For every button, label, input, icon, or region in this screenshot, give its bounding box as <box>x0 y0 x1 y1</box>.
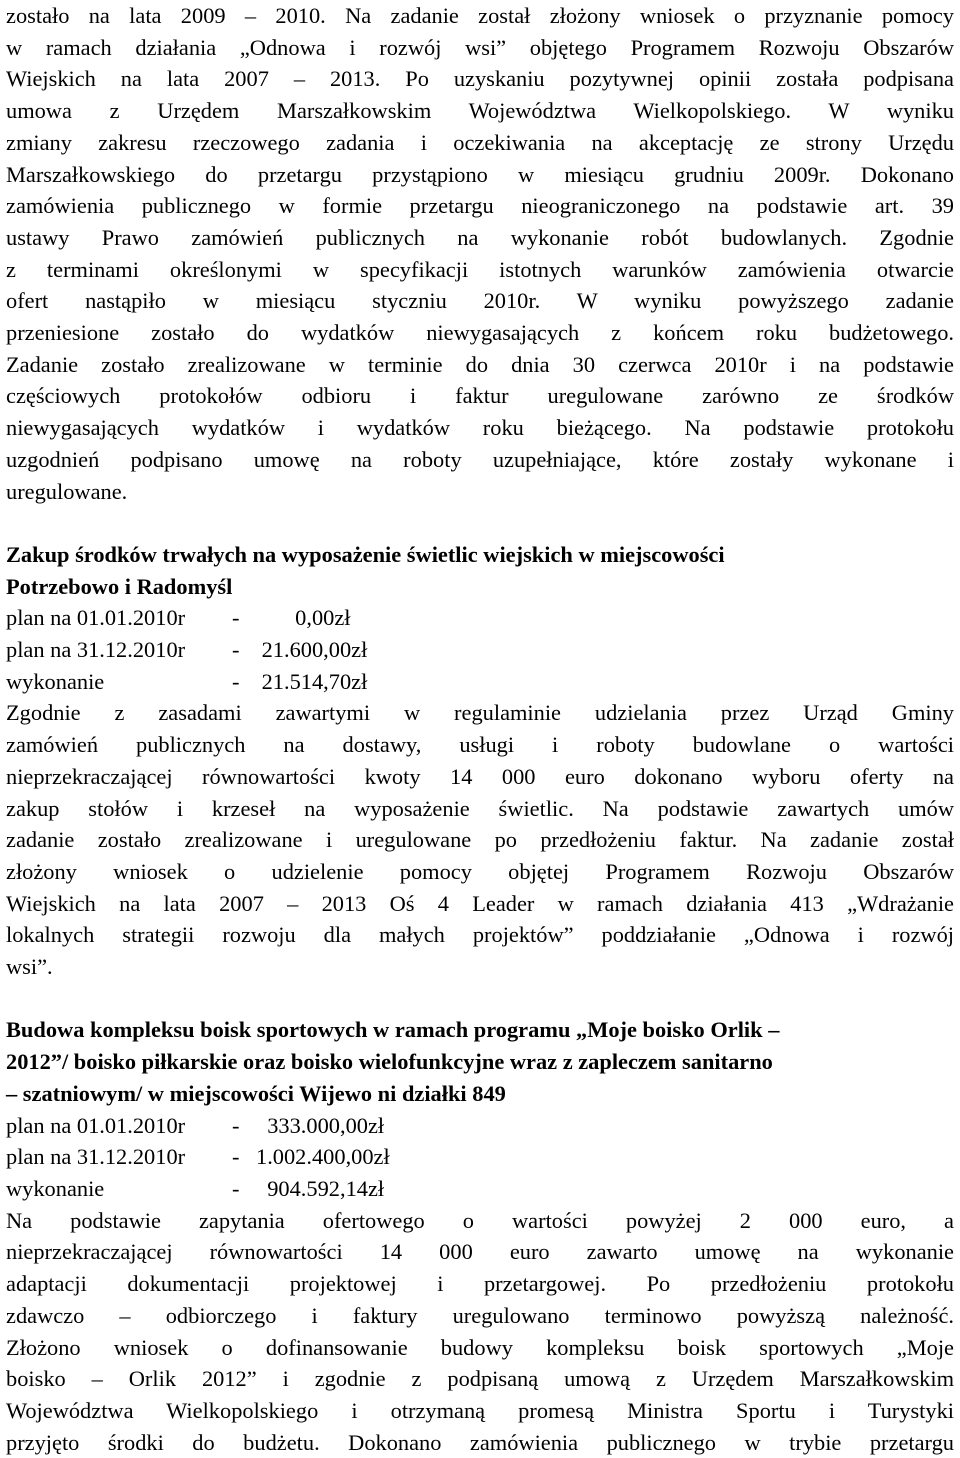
text-line: przyjęto środki do budżetu. Dokonano zamówienia publicznego w trybie przetargu <box>6 1429 954 1455</box>
text-line: zostało na lata 2009 – 2010. Na zadanie został złożony wniosek o przyznanie pomocy <box>6 3 954 28</box>
text-line: zamówień publicznych na dostawy, usługi i roboty budowlane o wartości <box>6 732 954 758</box>
text-line: Zadanie zostało zrealizowane w terminie do dnia 30 czerwca 2010r i na podstawie <box>6 351 954 377</box>
financial-value: 333.000,00zł <box>256 1112 385 1138</box>
paragraph-spacer <box>6 983 954 1015</box>
heading-line: 2012”/ boisko piłkarskie oraz boisko wielofunkcyjne wraz z zapleczem sanitarno <box>6 1049 773 1075</box>
text-line: z terminami określonymi w specyfikacji istotnych warunków zamówienia otwarcie <box>6 256 954 282</box>
text-line: Wiejskich na lata 2007 – 2013 Oś 4 Leader w ramach działania 413 „Wdrażanie <box>6 890 954 916</box>
intro-paragraph <box>6 0 954 507</box>
text-line: w ramach działania „Odnowa i rozwój wsi” objętego Programem Rozwoju Obszarów <box>6 34 954 60</box>
text-line: zdawczo – odbiorczego i faktury uregulowano terminowo powyższą należność. <box>6 1302 954 1328</box>
heading-line: – szatniowym/ w miejscowości Wijewo ni działki 849 <box>6 1080 506 1106</box>
paragraph-spacer <box>6 507 954 539</box>
section2-body <box>6 1205 954 1458</box>
financial-row <box>6 1141 954 1173</box>
text-line: częściowych protokołów odbioru i faktur uregulowane zarówno ze środków <box>6 383 954 409</box>
financial-value: 1.002.400,00zł <box>256 1144 390 1170</box>
text-line: umowa z Urzędem Marszałkowskim Województwa Wielkopolskiego. W wyniku <box>6 98 954 124</box>
text-line: wsi”. <box>6 954 53 980</box>
text-line: boisko – Orlik 2012” i zgodnie z podpisaną umową z Urzędem Marszałkowskim <box>6 1366 954 1392</box>
financial-label: plan na 31.12.2010r <box>6 1144 186 1170</box>
section2-heading <box>6 1014 954 1109</box>
text-line: Na podstawie zapytania ofertowego o wartości powyżej 2 000 euro, a <box>6 1207 954 1233</box>
financial-dash: - <box>232 605 240 631</box>
financial-dash: - <box>232 1112 240 1138</box>
text-line: nieprzekraczającej równowartości kwoty 14 000 euro dokonano wyboru oferty na <box>6 763 954 789</box>
section1-heading <box>6 539 954 602</box>
financial-row <box>6 602 954 634</box>
financial-dash: - <box>232 668 240 694</box>
heading-line: Zakup środków trwałych na wyposażenie świetlic wiejskich w miejscowości <box>6 541 725 567</box>
section2-financials <box>6 1110 954 1205</box>
financial-value: 21.514,70zł <box>256 668 368 694</box>
text-line: adaptacji dokumentacji projektowej i przetargowej. Po przedłożeniu protokołu <box>6 1271 954 1297</box>
text-line: Wiejskich na lata 2007 – 2013. Po uzyskaniu pozytywnej opinii została podpisana <box>6 66 954 92</box>
financial-dash: - <box>232 1144 246 1170</box>
financial-value: 904.592,14zł <box>256 1175 385 1201</box>
text-line: lokalnych strategii rozwoju dla małych projektów” poddziałanie „Odnowa i rozwój <box>6 922 954 948</box>
text-line: zadanie zostało zrealizowane i uregulowane po przedłożeniu faktur. Na zadanie został <box>6 827 954 853</box>
text-line: zmiany zakresu rzeczowego zadania i oczekiwania na akceptację ze strony Urzędu <box>6 129 954 155</box>
text-line: Zgodnie z zasadami zawartymi w regulaminie udzielania przez Urząd Gminy <box>6 700 954 726</box>
financial-label: plan na 01.01.2010r <box>6 605 186 631</box>
financial-label: plan na 01.01.2010r <box>6 1112 186 1138</box>
text-line: Marszałkowskiego do przetargu przystąpiono w miesiącu grudniu 2009r. Dokonano <box>6 161 954 187</box>
text-line: Województwa Wielkopolskiego i otrzymaną promesą Ministra Sportu i Turystyki <box>6 1397 954 1423</box>
text-line: ustawy Prawo zamówień publicznych na wykonanie robót budowlanych. Zgodnie <box>6 224 954 250</box>
financial-dash: - <box>232 637 240 663</box>
heading-line: Budowa kompleksu boisk sportowych w ramach programu „Moje boisko Orlik – <box>6 1017 780 1043</box>
financial-row <box>6 1173 954 1205</box>
financial-label: plan na 31.12.2010r <box>6 637 186 663</box>
financial-label: wykonanie <box>6 668 105 694</box>
heading-line: Potrzebowo i Radomyśl <box>6 573 233 599</box>
financial-value: 21.600,00zł <box>256 637 368 663</box>
text-line: złożony wniosek o udzielenie pomocy objętej Programem Rozwoju Obszarów <box>6 858 954 884</box>
text-line: niewygasających wydatków i wydatków roku bieżącego. Na podstawie protokołu <box>6 415 954 441</box>
financial-label: wykonanie <box>6 1175 105 1201</box>
financial-value: 0,00zł <box>256 605 351 631</box>
text-line: Złożono wniosek o dofinansowanie budowy kompleksu boisk sportowych „Moje <box>6 1334 954 1360</box>
text-line: przeniesione zostało do wydatków niewygasających z końcem roku budżetowego. <box>6 320 954 346</box>
financial-row <box>6 1110 954 1142</box>
text-line: uzgodnień podpisano umowę na roboty uzupełniające, które zostały wykonane i <box>6 446 954 472</box>
section1-financials <box>6 602 954 697</box>
financial-dash: - <box>232 1175 240 1201</box>
text-line: zamówienia publicznego w formie przetargu nieograniczonego na podstawie art. 39 <box>6 193 954 219</box>
financial-row <box>6 666 954 698</box>
text-line: zakup stołów i krzeseł na wyposażenie świetlic. Na podstawie zawartych umów <box>6 795 954 821</box>
section1-body <box>6 697 954 982</box>
text-line: uregulowane. <box>6 478 128 504</box>
financial-row <box>6 634 954 666</box>
text-line: ofert nastąpiło w miesiącu styczniu 2010r. W wyniku powyższego zadanie <box>6 288 954 314</box>
document-page <box>6 0 954 1458</box>
text-line: nieprzekraczającej równowartości 14 000 euro zawarto umowę na wykonanie <box>6 1239 954 1265</box>
